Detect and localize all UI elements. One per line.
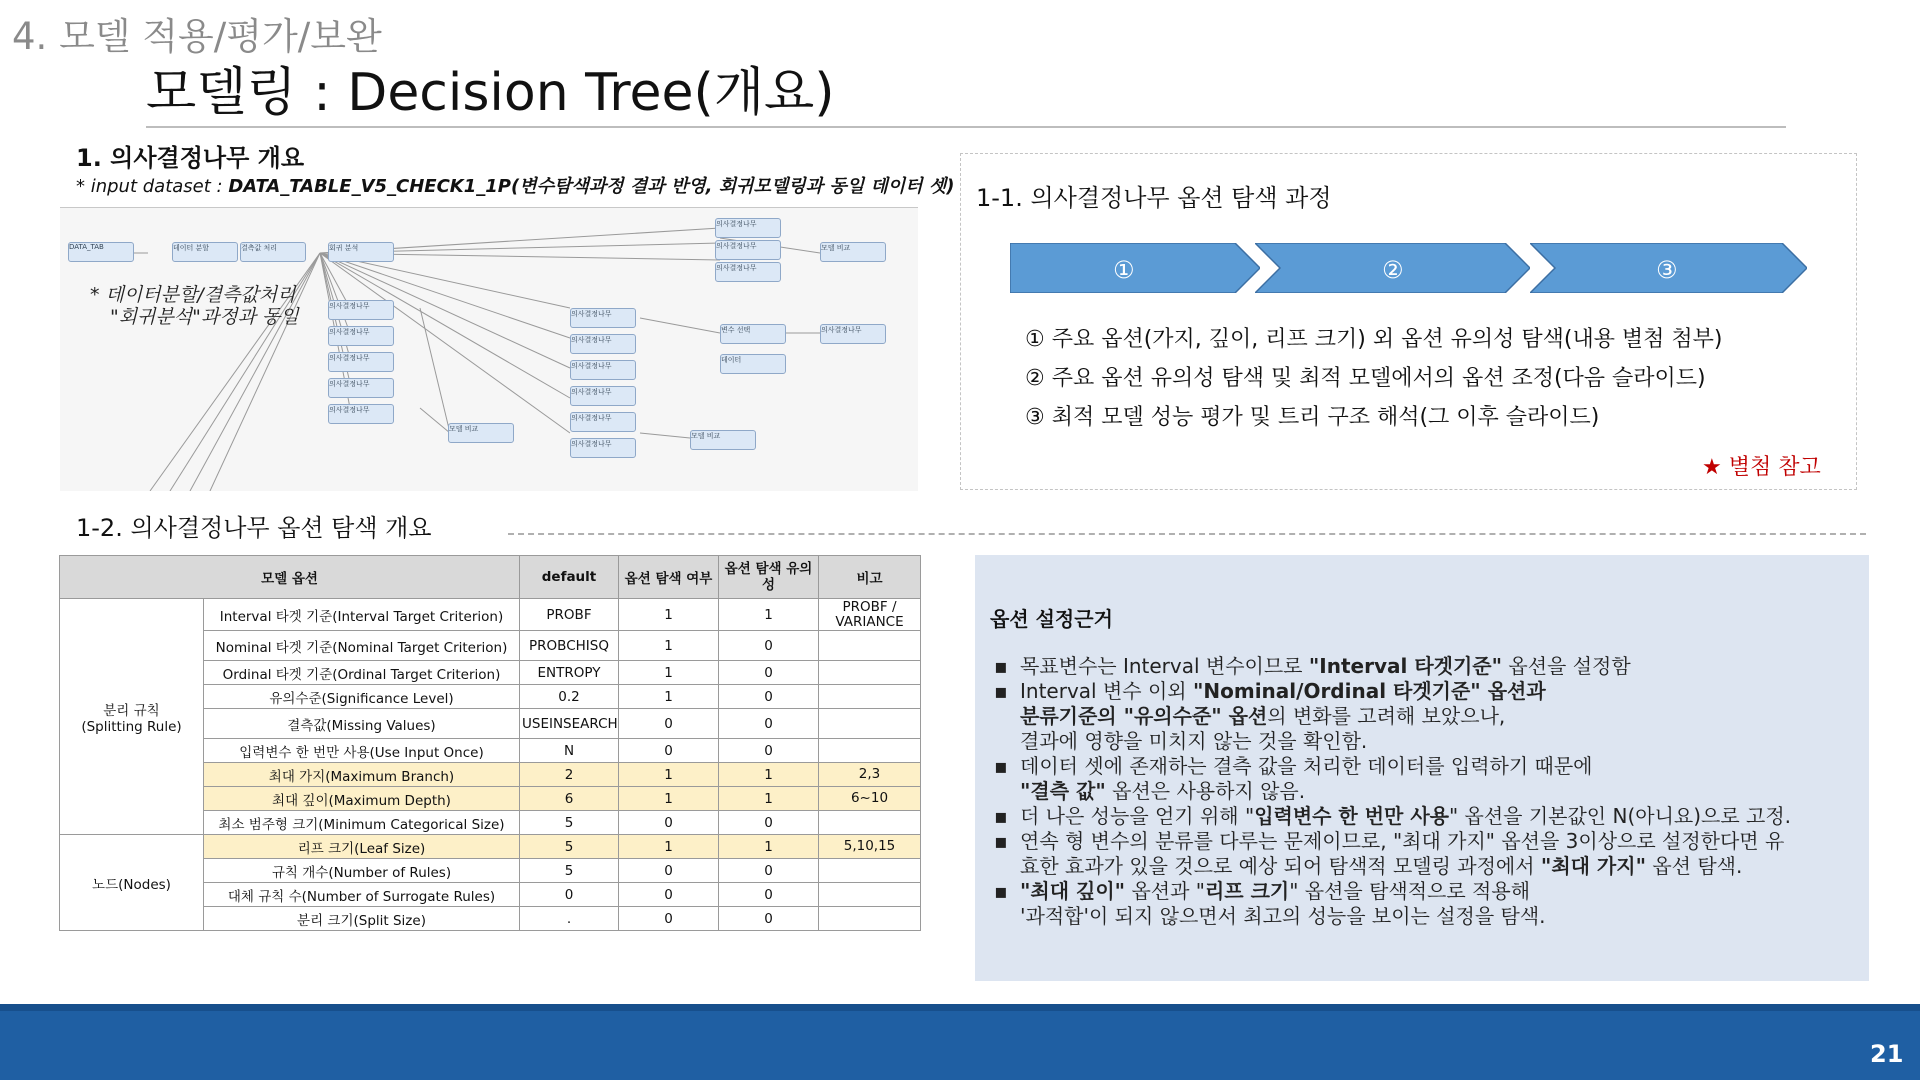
rationale-line: 연속 형 변수의 분류를 다루는 문제이므로, "최대 가지" 옵션을 3이상으로 설정한다면 유 — [1020, 829, 1785, 853]
bold-text: "Nominal/Ordinal 타겟기준" 옵션과 — [1192, 679, 1546, 703]
page-number: 21 — [1870, 1040, 1904, 1068]
flow-node: 의사결정나무 — [715, 218, 781, 238]
default-cell: PROBCHISQ — [520, 631, 619, 661]
option-cell: 최대 깊이(Maximum Depth) — [204, 787, 520, 811]
note-cell — [819, 631, 921, 661]
rationale-line — [1020, 654, 1631, 678]
text: 옵션은 사용하지 않음. — [1105, 779, 1306, 803]
rationale-line: 결과에 영향을 미치지 않는 것을 확인함. — [1020, 729, 1368, 753]
text: " 옵션을 탐색적으로 적용해 — [1289, 879, 1531, 903]
default-cell: 2 — [520, 763, 619, 787]
note-cell: 2,3 — [819, 763, 921, 787]
rationale-line: 데이터 셋에 존재하는 결측 값을 처리한 데이터를 입력하기 때문에 — [1020, 754, 1593, 778]
group-cell: 분리 규칙 (Splitting Rule) — [60, 599, 204, 835]
significance-cell: 1 — [719, 835, 819, 859]
flow-node: 의사결정나무 — [715, 262, 781, 282]
flow-node: 의사결정나무 — [328, 352, 394, 372]
option-cell: 리프 크기(Leaf Size) — [204, 835, 520, 859]
text: 더 나은 성능을 얻기 위해 " — [1020, 804, 1255, 828]
explored-cell: 0 — [619, 739, 719, 763]
rationale-bullet — [990, 879, 1860, 929]
text: 목표변수는 Interval 변수이므로 — [1020, 654, 1309, 678]
input-dataset-label: * input dataset : — [76, 176, 229, 197]
rationale-line — [1020, 679, 1546, 703]
bold-text: 분류기준의 "유의수준" 옵션 — [1020, 704, 1268, 728]
rationale-bullet — [990, 754, 1860, 804]
overview-heading: 1. 의사결정나무 개요 — [76, 144, 304, 172]
flow-node: 의사결정나무 — [570, 334, 636, 354]
note-cell — [819, 709, 921, 739]
dashed-divider — [508, 533, 1866, 535]
step-text-2: ② 주요 옵션 유의성 탐색 및 최적 모델에서의 옵션 조정(다음 슬라이드) — [1025, 366, 1706, 391]
note-cell — [819, 859, 921, 883]
input-dataset-note — [76, 172, 954, 198]
flow-note — [90, 284, 299, 328]
flow-node: 모델 비교 — [448, 423, 514, 443]
default-cell: N — [520, 739, 619, 763]
column-header: 옵션 탐색 여부 — [619, 556, 719, 599]
flow-node: 의사결정나무 — [715, 240, 781, 260]
column-header: 옵션 탐색 유의성 — [719, 556, 819, 599]
explored-cell: 1 — [619, 787, 719, 811]
significance-cell: 1 — [719, 787, 819, 811]
default-cell: PROBF — [520, 599, 619, 631]
page-title: 모델링 : Decision Tree(개요) — [146, 63, 835, 123]
option-cell: Interval 타겟 기준(Interval Target Criterion) — [204, 599, 520, 631]
footer-bar — [0, 1004, 1920, 1080]
default-cell: 0 — [520, 883, 619, 907]
rationale-line — [1020, 854, 1742, 878]
rationale-line — [1020, 804, 1791, 828]
note-cell: PROBF / VARIANCE — [819, 599, 921, 631]
flow-note-line2: "회귀분석"과정과 동일 — [110, 306, 299, 328]
note-cell — [819, 907, 921, 931]
text: 옵션을 설정함 — [1502, 654, 1631, 678]
default-cell: 6 — [520, 787, 619, 811]
note-cell: 6~10 — [819, 787, 921, 811]
significance-cell: 0 — [719, 661, 819, 685]
note-cell: 5,10,15 — [819, 835, 921, 859]
step-chevron-label-3: ③ — [1656, 256, 1678, 284]
bold-text: "Interval 타겟기준" — [1308, 654, 1503, 678]
explored-cell: 0 — [619, 907, 719, 931]
step-text-1: ① 주요 옵션(가지, 깊이, 리프 크기) 외 옵션 유의성 탐색(내용 별첨 첨부) — [1025, 327, 1723, 352]
option-cell: 최소 범주형 크기(Minimum Categorical Size) — [204, 811, 520, 835]
option-cell: 대체 규칙 수(Number of Surrogate Rules) — [204, 883, 520, 907]
options-table — [59, 555, 921, 931]
significance-cell: 0 — [719, 859, 819, 883]
significance-cell: 1 — [719, 763, 819, 787]
flow-node: 모델 비교 — [690, 430, 756, 450]
group-cell: 노드(Nodes) — [60, 835, 204, 931]
default-cell: ENTROPY — [520, 661, 619, 685]
bullet-marker: ▪ — [994, 679, 1008, 703]
explored-cell: 0 — [619, 811, 719, 835]
default-cell: 0.2 — [520, 685, 619, 709]
input-dataset-value: DATA_TABLE_V5_CHECK1_1P(변수탐색과정 결과 반영, 회귀모델링과 동일 데이터 셋) — [228, 176, 955, 197]
default-cell: 5 — [520, 859, 619, 883]
flow-node: 데이터 분할 — [172, 242, 238, 262]
flow-node: 의사결정나무 — [328, 300, 394, 320]
flow-node: 결측값 처리 — [240, 242, 306, 262]
option-cell: 유의수준(Significance Level) — [204, 685, 520, 709]
rationale-title: 옵션 설정근거 — [990, 607, 1113, 631]
step-chevron-1 — [1010, 243, 1260, 293]
rationale-line — [1020, 779, 1305, 803]
bullet-marker: ▪ — [994, 879, 1008, 903]
explored-cell: 1 — [619, 763, 719, 787]
explored-cell: 1 — [619, 661, 719, 685]
bullet-marker: ▪ — [994, 754, 1008, 778]
table-row — [60, 835, 921, 859]
column-header: 비고 — [819, 556, 921, 599]
note-cell — [819, 883, 921, 907]
significance-cell: 0 — [719, 883, 819, 907]
bullet-marker: ▪ — [994, 804, 1008, 828]
options-overview-heading: 1-2. 의사결정나무 옵션 탐색 개요 — [76, 514, 432, 542]
option-cell: 최대 가지(Maximum Branch) — [204, 763, 520, 787]
text: Interval 변수 이외 — [1020, 679, 1193, 703]
note-cell — [819, 811, 921, 835]
flow-node: 의사결정나무 — [570, 308, 636, 328]
flow-node: 데이터 — [720, 354, 786, 374]
flow-node: DATA_TAB — [68, 242, 134, 262]
default-cell: 5 — [520, 835, 619, 859]
significance-cell: 0 — [719, 631, 819, 661]
note-cell — [819, 739, 921, 763]
option-cell: 규칙 개수(Number of Rules) — [204, 859, 520, 883]
explored-cell: 0 — [619, 859, 719, 883]
option-cell: 입력변수 한 번만 사용(Use Input Once) — [204, 739, 520, 763]
column-header: default — [520, 556, 619, 599]
explored-cell: 1 — [619, 599, 719, 631]
flow-node: 의사결정나무 — [570, 438, 636, 458]
flow-node: 의사결정나무 — [820, 324, 886, 344]
text: 의 변화를 고려해 보았으나, — [1267, 704, 1506, 728]
default-cell: USEINSEARCH — [520, 709, 619, 739]
option-cell: 분리 크기(Split Size) — [204, 907, 520, 931]
explored-cell: 1 — [619, 685, 719, 709]
default-cell: 5 — [520, 811, 619, 835]
rationale-bullet — [990, 654, 1860, 679]
significance-cell: 0 — [719, 811, 819, 835]
bold-text: 리프 크기 — [1204, 879, 1290, 903]
significance-cell: 1 — [719, 599, 819, 631]
option-cell: 결측값(Missing Values) — [204, 709, 520, 739]
step-chevron-label-2: ② — [1382, 256, 1404, 284]
note-cell — [819, 661, 921, 685]
text: 옵션 탐색. — [1646, 854, 1743, 878]
rationale-line: '과적합'이 되지 않으면서 최고의 성능을 보이는 설정을 탐색. — [1020, 904, 1546, 928]
flow-node: 의사결정나무 — [570, 360, 636, 380]
appendix-reference: ★ 별첨 참고 — [1702, 455, 1821, 480]
flow-note-line1: * 데이터분할/결측값처리 — [90, 284, 296, 306]
flow-node: 모델 비교 — [820, 242, 886, 262]
text: " 옵션을 기본값인 N(아니요)으로 고정. — [1448, 804, 1792, 828]
process-flow-diagram — [60, 207, 918, 491]
significance-cell: 0 — [719, 907, 819, 931]
rationale-line — [1020, 879, 1530, 903]
footer-accent — [0, 1004, 1920, 1011]
rationale-bullets — [990, 654, 1860, 929]
flow-node: 의사결정나무 — [328, 326, 394, 346]
significance-cell: 0 — [719, 685, 819, 709]
step-chevron-label-1: ① — [1113, 256, 1135, 284]
flow-node: 의사결정나무 — [328, 378, 394, 398]
explored-cell: 0 — [619, 883, 719, 907]
rationale-bullet — [990, 829, 1860, 879]
option-cell: Ordinal 타겟 기준(Ordinal Target Criterion) — [204, 661, 520, 685]
flow-node: 의사결정나무 — [328, 404, 394, 424]
title-divider — [146, 126, 1786, 128]
bold-text: 입력변수 한 번만 사용 — [1254, 804, 1449, 828]
option-cell: Nominal 타겟 기준(Nominal Target Criterion) — [204, 631, 520, 661]
explored-cell: 0 — [619, 709, 719, 739]
column-header: 모델 옵션 — [60, 556, 520, 599]
note-cell — [819, 685, 921, 709]
rationale-bullet — [990, 804, 1860, 829]
text: 효한 효과가 있을 것으로 예상 되어 탐색적 모델링 과정에서 — [1020, 854, 1541, 878]
significance-cell: 0 — [719, 739, 819, 763]
text: 옵션과 " — [1125, 879, 1205, 903]
bullet-marker: ▪ — [994, 654, 1008, 678]
explored-cell: 1 — [619, 835, 719, 859]
bold-text: "결측 값" — [1020, 779, 1106, 803]
explored-cell: 1 — [619, 631, 719, 661]
bullet-marker: ▪ — [994, 829, 1008, 853]
flow-node: 회귀 분석 — [328, 242, 394, 262]
table-row — [60, 599, 921, 631]
bold-text: "최대 가지" — [1540, 854, 1646, 878]
flow-node: 의사결정나무 — [570, 412, 636, 432]
significance-cell: 0 — [719, 709, 819, 739]
section-title: 4. 모델 적용/평가/보완 — [12, 15, 382, 58]
step-text-3: ③ 최적 모델 성능 평가 및 트리 구조 해석(그 이후 슬라이드) — [1025, 405, 1600, 430]
rationale-bullet — [990, 679, 1860, 754]
option-process-heading: 1-1. 의사결정나무 옵션 탐색 과정 — [976, 184, 1332, 212]
flow-node: 변수 선택 — [720, 324, 786, 344]
bold-text: "최대 깊이" — [1020, 879, 1126, 903]
flow-node: 의사결정나무 — [570, 386, 636, 406]
default-cell: . — [520, 907, 619, 931]
rationale-line — [1020, 704, 1505, 728]
